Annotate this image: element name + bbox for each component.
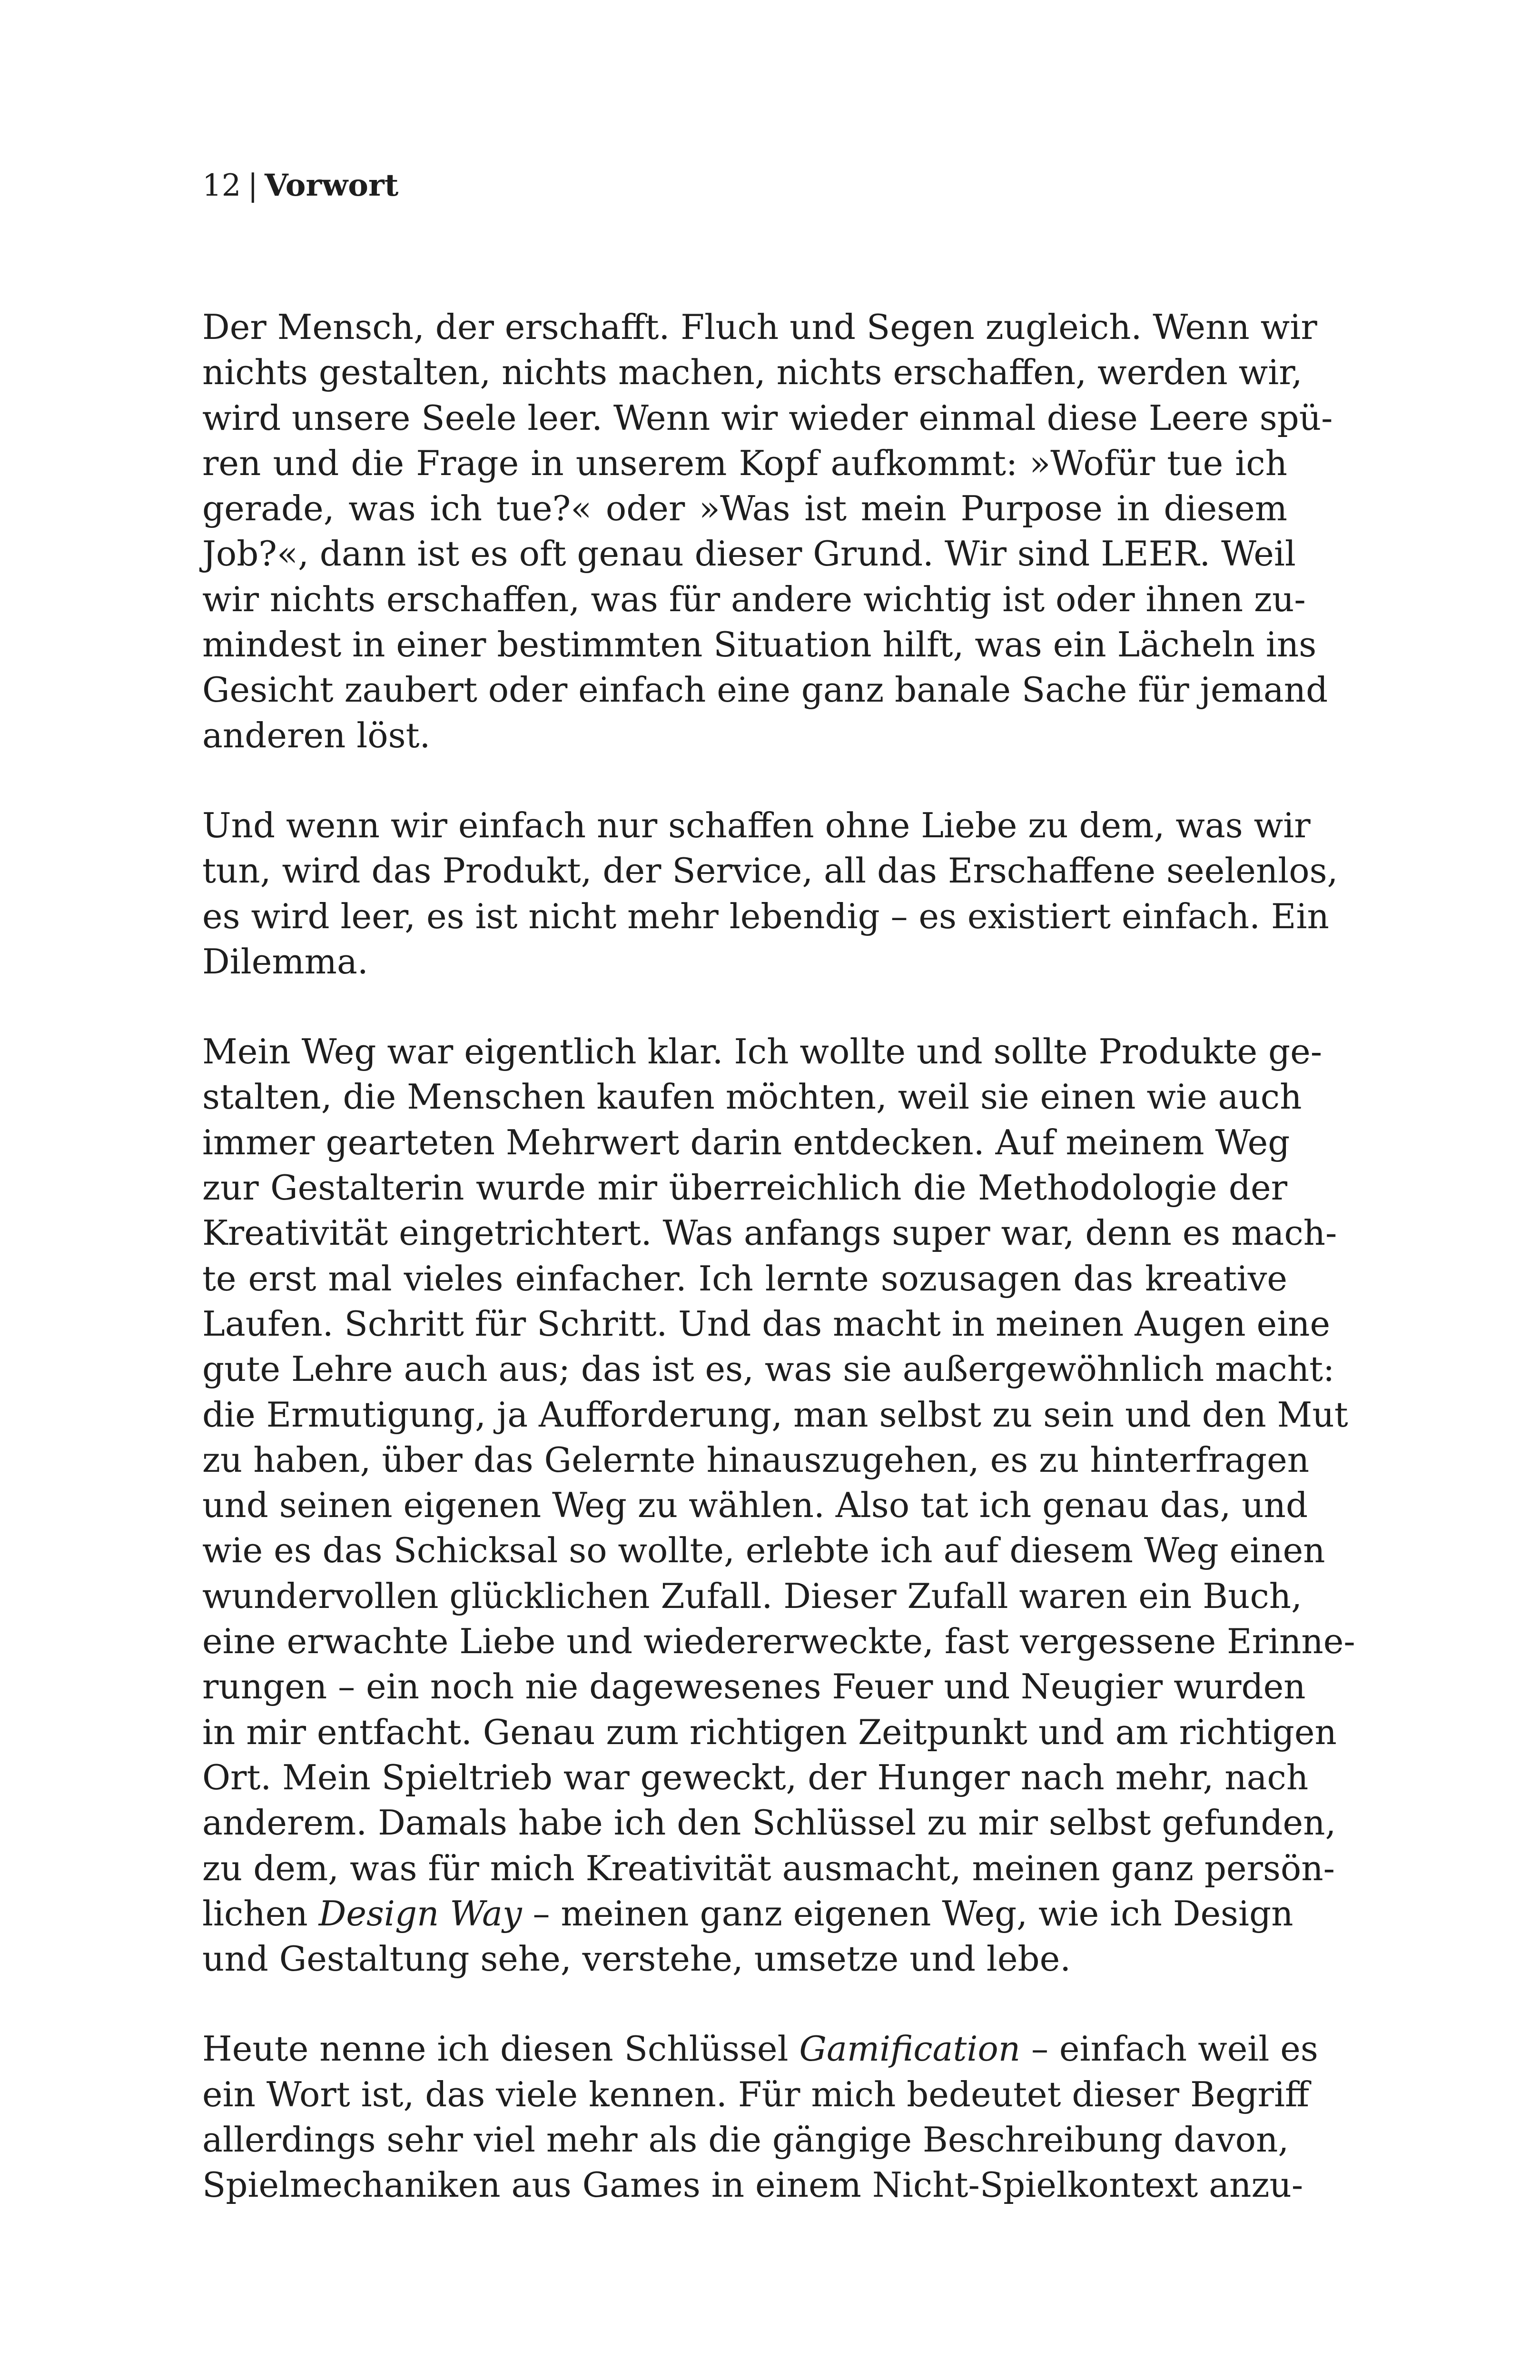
text-line: Spielmechaniken aus Games in einem Nicht-Spielkontext anzu- [202,2165,1303,2205]
text-line: Kreativität eingetrichtert. Was anfangs super war, denn es mach- [202,1213,1337,1253]
text-line: immer gearteten Mehrwert darin entdecken. Auf meinem Weg [202,1122,1290,1162]
paragraph-2 [202,803,1338,984]
section-title: Vorwort [265,168,399,203]
text-line: Und wenn wir einfach nur schaffen ohne Liebe zu dem, was wir [202,805,1311,845]
text-line: die Ermutigung, ja Aufforderung, man selbst zu sein und den Mut [202,1394,1348,1435]
text-line: zu haben, über das Gelernte hinauszugehen, es zu hinterfragen [202,1439,1310,1480]
text-line: Dilemma. [202,941,368,982]
page-number: 12 [202,168,241,203]
text-line: wir nichts erschaffen, was für andere wichtig ist oder ihnen zu- [202,579,1306,619]
text-line-with-italic [202,2026,1318,2072]
header-separator: | [247,168,258,203]
running-header [202,164,398,207]
text-segment: – einfach weil es [1020,2029,1318,2069]
italic-term: Gamification [799,2029,1021,2069]
text-segment: Heute nenne ich diesen Schlüssel [202,2029,800,2069]
body-text [202,305,1355,2253]
text-line: rungen – ein noch nie dagewesenes Feuer und Neugier wurden [202,1666,1306,1707]
text-line: ein Wort ist, das viele kennen. Für mich bedeutet dieser Begriff [202,2074,1310,2114]
text-segment: lichen [202,1893,319,1934]
text-line: stalten, die Menschen kaufen möchten, weil sie einen wie auch [202,1077,1302,1117]
text-line: und Gestaltung sehe, verstehe, umsetze und lebe. [202,1939,1071,1979]
paragraph-4 [202,2026,1318,2208]
text-line: in mir entfacht. Genau zum richtigen Zeitpunkt und am richtigen [202,1712,1337,1752]
text-line: es wird leer, es ist nicht mehr lebendig – es existiert einfach. Ein [202,896,1329,936]
text-line: Mein Weg war eigentlich klar. Ich wollte und sollte Produkte ge- [202,1031,1323,1072]
text-line: wundervollen glücklichen Zufall. Dieser Zufall waren ein Buch, [202,1576,1303,1616]
text-line: Der Mensch, der erschafft. Fluch und Segen zugleich. Wenn wir [202,307,1317,347]
text-line: Ort. Mein Spieltrieb war geweckt, der Hunger nach mehr, nach [202,1757,1309,1797]
text-line: tun, wird das Produkt, der Service, all das Erschaffene seelenlos, [202,851,1338,891]
text-line: gerade, was ich tue?« oder »Was ist mein Purpose in diesem [202,488,1287,529]
paragraph-3 [202,1029,1355,1982]
text-line: te erst mal vieles einfacher. Ich lernte sozusagen das kreative [202,1258,1287,1299]
paragraph-1 [202,305,1333,758]
text-line: mindest in einer bestimmten Situation hilft, was ein Lächeln ins [202,625,1317,665]
text-line: Laufen. Schritt für Schritt. Und das macht in meinen Augen eine [202,1303,1331,1344]
text-segment: – meinen ganz eigenen Weg, wie ich Design [522,1893,1293,1934]
text-line: allerdings sehr viel mehr als die gängige Beschreibung davon, [202,2119,1289,2160]
text-line: und seinen eigenen Weg zu wählen. Also tat ich genau das, und [202,1485,1308,1526]
text-line: zur Gestalterin wurde mir überreichlich die Methodologie der [202,1168,1287,1208]
text-line: nichts gestalten, nichts machen, nichts erschaffen, werden wir, [202,352,1303,393]
italic-term: Design Way [318,1893,522,1934]
text-line: anderen löst. [202,715,431,755]
text-line: Job?«, dann ist es oft genau dieser Grund. Wir sind LEER. Weil [202,534,1296,574]
text-line: wird unsere Seele leer. Wenn wir wieder einmal diese Leere spü- [202,397,1333,438]
text-line: zu dem, was für mich Kreativität ausmacht, meinen ganz persön- [202,1848,1335,1888]
text-line: anderem. Damals habe ich den Schlüssel zu mir selbst gefunden, [202,1803,1336,1843]
text-line: wie es das Schicksal so wollte, erlebte ich auf diesem Weg einen [202,1530,1325,1571]
text-line: gute Lehre auch aus; das ist es, was sie außergewöhnlich macht: [202,1349,1335,1389]
text-line: Gesicht zaubert oder einfach eine ganz banale Sache für jemand [202,670,1328,710]
text-line: ren und die Frage in unserem Kopf aufkommt: »Wofür tue ich [202,443,1287,483]
text-line: eine erwachte Liebe und wiedererweckte, fast vergessene Erinne- [202,1621,1355,1662]
text-line-with-italic [202,1891,1293,1936]
